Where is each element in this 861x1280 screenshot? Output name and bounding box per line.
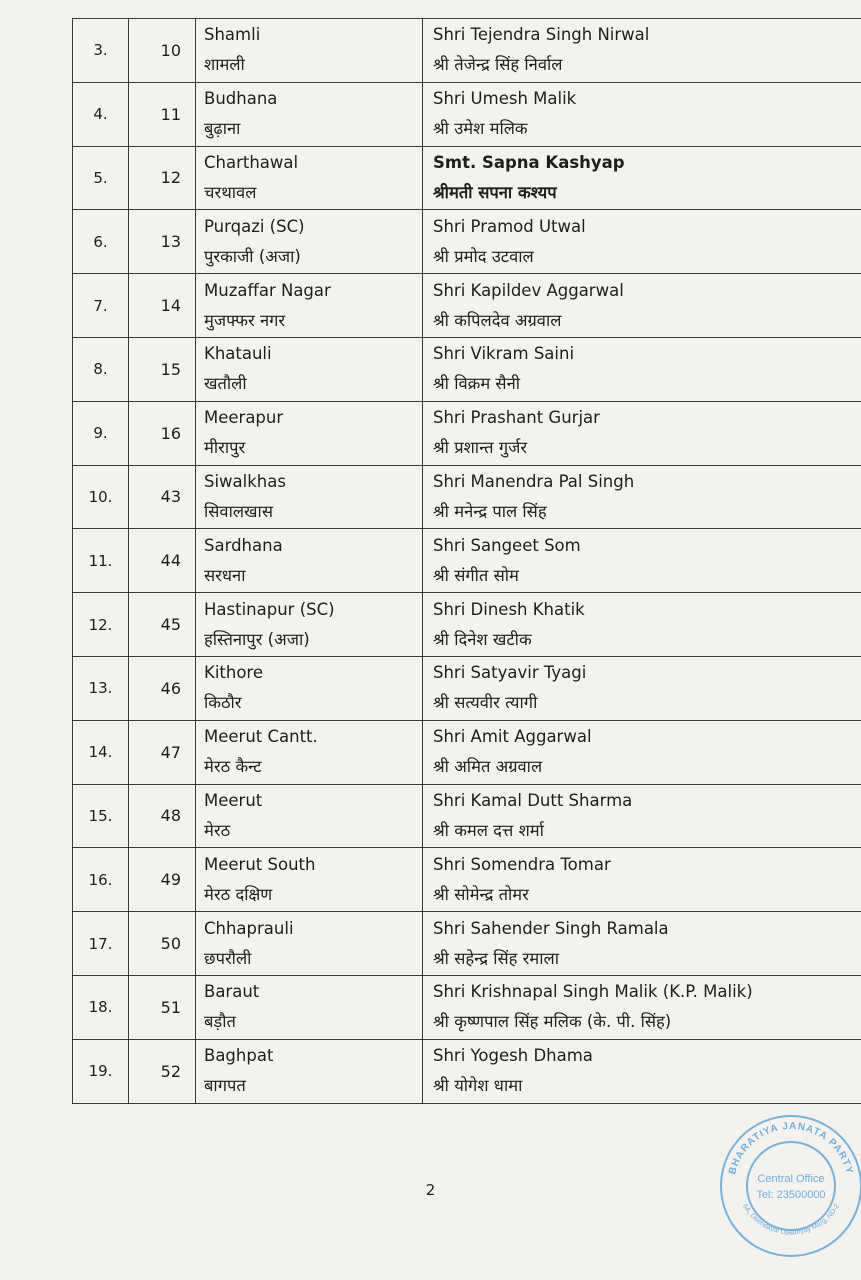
table-row	[73, 912, 861, 976]
constituency-cell	[196, 465, 423, 529]
candidate-name-hi: श्री सहेन्द्र सिंह रमाला	[433, 948, 560, 968]
candidate-cell	[423, 975, 861, 1039]
serial-number: 13.	[73, 656, 129, 720]
constituency-name-en: Purqazi (SC)	[204, 216, 305, 236]
stamp-line-1: Central Office	[757, 1173, 825, 1185]
constituency-number: 12	[129, 146, 196, 210]
serial-number: 16.	[73, 848, 129, 912]
constituency-name-hi: सरधना	[204, 565, 246, 585]
candidate-name-hi: श्री प्रमोद उटवाल	[433, 246, 534, 266]
candidate-cell	[423, 656, 861, 720]
constituency-cell	[196, 1039, 423, 1103]
constituency-name-en: Baraut	[204, 982, 260, 1002]
candidate-name-hi: श्री दिनेश खटीक	[433, 629, 532, 649]
constituency-name-hi: शामली	[204, 55, 245, 75]
candidate-name-en: Shri Vikram Saini	[433, 344, 575, 364]
stamp-inner-ring	[747, 1142, 835, 1230]
constituency-name-hi: चरथावल	[204, 182, 257, 202]
constituency-cell	[196, 848, 423, 912]
constituency-name-en: Meerut	[204, 790, 263, 810]
candidate-cell	[423, 82, 861, 146]
stamp-bottom-text: 6A, Deendayal Upadhyay Marg, ND-2	[740, 1203, 842, 1237]
constituency-cell	[196, 529, 423, 593]
candidate-name-hi: श्री सोमेन्द्र तोमर	[433, 884, 529, 904]
constituency-cell	[196, 656, 423, 720]
candidate-name-hi: श्री योगेश धामा	[433, 1076, 523, 1096]
constituency-name-en: Muzaffar Nagar	[204, 280, 331, 300]
constituency-cell	[196, 274, 423, 338]
constituency-cell	[196, 593, 423, 657]
candidate-table	[72, 18, 861, 1104]
table-row	[73, 210, 861, 274]
constituency-name-hi: हस्तिनापुर (अजा)	[204, 629, 310, 649]
candidate-name-en: Shri Somendra Tomar	[433, 854, 611, 874]
candidate-cell	[423, 337, 861, 401]
candidate-cell	[423, 848, 861, 912]
serial-number: 17.	[73, 912, 129, 976]
constituency-cell	[196, 784, 423, 848]
table-row	[73, 465, 861, 529]
serial-number: 4.	[73, 82, 129, 146]
constituency-number: 49	[129, 848, 196, 912]
candidate-name-en: Shri Umesh Malik	[433, 89, 577, 109]
constituency-number: 45	[129, 593, 196, 657]
constituency-name-en: Khatauli	[204, 344, 272, 364]
constituency-name-en: Chhaprauli	[204, 918, 294, 938]
stamp-ring-text: BHARATIYA JANATA PARTY	[727, 1120, 855, 1176]
serial-number: 9.	[73, 401, 129, 465]
candidate-name-hi: श्री संगीत सोम	[433, 565, 519, 585]
candidate-cell	[423, 210, 861, 274]
candidate-name-hi: श्री कपिलदेव अग्रवाल	[433, 310, 562, 330]
constituency-number: 44	[129, 529, 196, 593]
table-row	[73, 274, 861, 338]
constituency-number: 48	[129, 784, 196, 848]
constituency-name-hi: मीरापुर	[204, 438, 246, 458]
serial-number: 14.	[73, 720, 129, 784]
serial-number: 5.	[73, 146, 129, 210]
table-row	[73, 529, 861, 593]
candidate-name-en: Shri Pramod Utwal	[433, 216, 586, 236]
candidate-name-en: Smt. Sapna Kashyap	[433, 152, 625, 172]
serial-number: 15.	[73, 784, 129, 848]
candidate-name-hi: श्री उमेश मलिक	[433, 119, 528, 139]
candidate-name-en: Shri Dinesh Khatik	[433, 599, 585, 619]
candidate-name-en: Shri Tejendra Singh Nirwal	[433, 25, 650, 45]
constituency-name-en: Baghpat	[204, 1046, 274, 1066]
constituency-number: 10	[129, 19, 196, 83]
constituency-cell	[196, 975, 423, 1039]
candidate-cell	[423, 401, 861, 465]
constituency-number: 16	[129, 401, 196, 465]
candidate-table-body	[73, 19, 861, 1104]
constituency-number: 51	[129, 975, 196, 1039]
constituency-name-hi: सिवालखास	[204, 501, 273, 521]
candidate-name-hi: श्री तेजेन्द्र सिंह निर्वाल	[433, 55, 563, 75]
constituency-name-en: Charthawal	[204, 152, 299, 172]
candidate-cell	[423, 720, 861, 784]
candidate-name-en: Shri Sahender Singh Ramala	[433, 918, 669, 938]
candidate-name-en: Shri Kapildev Aggarwal	[433, 280, 624, 300]
candidate-name-hi: श्री प्रशान्त गुर्जर	[433, 438, 528, 458]
table-row	[73, 146, 861, 210]
table-row	[73, 975, 861, 1039]
constituency-name-hi: किठौर	[204, 693, 242, 713]
serial-number: 18.	[73, 975, 129, 1039]
constituency-name-en: Sardhana	[204, 535, 283, 555]
table-row	[73, 1039, 861, 1103]
table-row	[73, 720, 861, 784]
constituency-name-en: Meerut Cantt.	[204, 727, 318, 747]
constituency-cell	[196, 401, 423, 465]
candidate-cell	[423, 1039, 861, 1103]
table-row	[73, 593, 861, 657]
candidate-cell	[423, 274, 861, 338]
constituency-name-hi: मेरठ कैन्ट	[204, 757, 262, 777]
constituency-name-hi: मेरठ दक्षिण	[204, 884, 273, 904]
constituency-number: 13	[129, 210, 196, 274]
page-number: 2	[425, 1181, 436, 1199]
table-row	[73, 19, 861, 83]
constituency-name-hi: खतौली	[204, 374, 247, 394]
candidate-cell	[423, 465, 861, 529]
table-row	[73, 82, 861, 146]
constituency-number: 46	[129, 656, 196, 720]
serial-number: 10.	[73, 465, 129, 529]
serial-number: 7.	[73, 274, 129, 338]
constituency-name-en: Meerapur	[204, 408, 284, 428]
constituency-name-hi: पुरकाजी (अजा)	[204, 246, 301, 266]
table-row	[73, 337, 861, 401]
constituency-cell	[196, 82, 423, 146]
constituency-name-en: Meerut South	[204, 854, 316, 874]
constituency-name-hi: बुढ़ाना	[204, 119, 241, 139]
constituency-name-hi: मेरठ	[204, 820, 231, 840]
candidate-name-en: Shri Krishnapal Singh Malik (K.P. Malik)	[433, 982, 753, 1002]
table-row	[73, 784, 861, 848]
constituency-cell	[196, 337, 423, 401]
table-row	[73, 848, 861, 912]
constituency-number: 43	[129, 465, 196, 529]
candidate-name-en: Shri Amit Aggarwal	[433, 727, 592, 747]
candidate-name-en: Shri Sangeet Som	[433, 535, 581, 555]
serial-number: 11.	[73, 529, 129, 593]
candidate-name-en: Shri Kamal Dutt Sharma	[433, 790, 633, 810]
candidate-cell	[423, 593, 861, 657]
candidate-name-hi: श्री सत्यवीर त्यागी	[433, 693, 538, 713]
constituency-number: 50	[129, 912, 196, 976]
constituency-cell	[196, 19, 423, 83]
candidate-name-hi: श्रीमती सपना कश्यप	[433, 182, 557, 202]
candidate-cell	[423, 146, 861, 210]
constituency-name-hi: मुजफ्फर नगर	[204, 310, 286, 330]
constituency-cell	[196, 912, 423, 976]
constituency-cell	[196, 720, 423, 784]
serial-number: 12.	[73, 593, 129, 657]
constituency-number: 14	[129, 274, 196, 338]
serial-number: 3.	[73, 19, 129, 83]
candidate-cell	[423, 529, 861, 593]
candidate-name-hi: श्री कृष्णपाल सिंह मलिक (के. पी. सिंह)	[433, 1012, 672, 1032]
constituency-name-en: Kithore	[204, 663, 263, 683]
candidate-cell	[423, 19, 861, 83]
table-row	[73, 656, 861, 720]
candidate-name-hi: श्री मनेन्द्र पाल सिंह	[433, 501, 547, 521]
candidate-name-hi: श्री अमित अग्रवाल	[433, 757, 543, 777]
candidate-name-en: Shri Manendra Pal Singh	[433, 471, 635, 491]
stamp-line-2: Tel: 23500000	[756, 1189, 826, 1201]
constituency-name-hi: बागपत	[204, 1076, 246, 1096]
table-row	[73, 401, 861, 465]
constituency-number: 15	[129, 337, 196, 401]
serial-number: 6.	[73, 210, 129, 274]
constituency-name-en: Budhana	[204, 89, 278, 109]
candidate-name-en: Shri Satyavir Tyagi	[433, 663, 587, 683]
constituency-name-en: Siwalkhas	[204, 471, 286, 491]
serial-number: 19.	[73, 1039, 129, 1103]
constituency-cell	[196, 210, 423, 274]
constituency-name-en: Shamli	[204, 25, 261, 45]
constituency-name-en: Hastinapur (SC)	[204, 599, 335, 619]
candidate-name-en: Shri Prashant Gurjar	[433, 408, 600, 428]
candidate-cell	[423, 784, 861, 848]
constituency-name-hi: छपरौली	[204, 948, 252, 968]
candidate-name-hi: श्री कमल दत्त शर्मा	[433, 820, 544, 840]
candidate-name-hi: श्री विक्रम सैनी	[433, 374, 521, 394]
serial-number: 8.	[73, 337, 129, 401]
constituency-number: 11	[129, 82, 196, 146]
constituency-number: 52	[129, 1039, 196, 1103]
constituency-cell	[196, 146, 423, 210]
party-office-stamp	[716, 1108, 861, 1258]
constituency-name-hi: बड़ौत	[204, 1012, 236, 1032]
constituency-number: 47	[129, 720, 196, 784]
candidate-cell	[423, 912, 861, 976]
candidate-name-en: Shri Yogesh Dhama	[433, 1046, 593, 1066]
